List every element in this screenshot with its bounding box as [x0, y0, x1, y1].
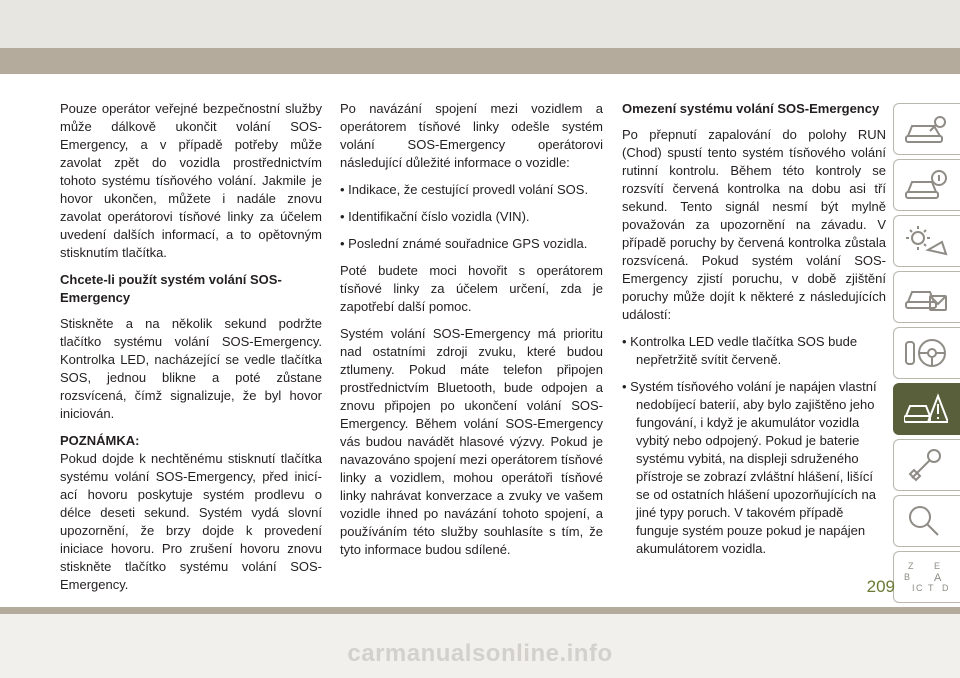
paragraph: Stiskněte a na několik sekund podržte tlačítko systému volání SOS-Emergency. Kontrolka LED, nacházející se vedle tlačítka SOS, jednou blikne a poté zůstane rozsvícená, čímž signalizuje, že byl hovor iniciován. [60, 316, 322, 421]
index-letter: I [912, 583, 915, 593]
top-band [0, 0, 960, 48]
column-right [622, 100, 886, 567]
car-key-icon [904, 112, 948, 146]
bullet-item: • Kontrolka LED vedle tlačítka SOS bude nepřetržitě svítit červeně. [622, 334, 858, 367]
note-title: POZNÁMKA: [60, 433, 140, 448]
index-letter: A [934, 572, 942, 584]
index-letter: B [904, 572, 911, 582]
tab-wrench[interactable] [893, 439, 960, 491]
note-text: Pokud dojde k nechtěnému stisknutí tlačítka systému volání SOS-Emergency, před inicíací hovoru poskytuje systém prodlevu o délce deseti sekund. Systém vydá slovní upozornění, že brzy dojde k provedení iniciace hovoru. Pro zrušení hovoru znovu stiskněte tlačítko systému volání SOS-Emergency. [60, 451, 322, 592]
bullet-item: • Indikace, že cestující provedl volání SOS. [340, 182, 589, 197]
tab-car-key[interactable] [893, 103, 960, 155]
car-info-icon [904, 168, 948, 202]
top-bar [0, 48, 960, 74]
index-letter: D [942, 583, 948, 593]
paragraph: Po navázání spojení mezi vozidlem a operátorem tísňové linky odešle systém volání SOS-Emergency operátorovi následující důležité informace o vozidle: [340, 101, 603, 170]
tab-car-info[interactable] [893, 159, 960, 211]
tab-index[interactable] [893, 551, 960, 603]
index-letter: T [928, 583, 934, 593]
watermark: carmanualsonline.info [347, 640, 613, 667]
car-service-icon [904, 280, 948, 314]
magnifier-icon [904, 504, 948, 538]
bullet-item: • Identifikační číslo vozidla (VIN). [340, 209, 530, 224]
section-heading: Omezení systému volání SOS-Emergency [622, 101, 880, 116]
tab-steering-wheel[interactable] [893, 327, 960, 379]
dashboard-lights-icon [904, 224, 948, 258]
tab-magnifier[interactable] [893, 495, 960, 547]
tab-dashboard-lights[interactable] [893, 215, 960, 267]
page-number: 209 [866, 577, 895, 596]
index-letter: Z [908, 561, 914, 571]
tab-car-emergency[interactable] [893, 383, 960, 435]
paragraph: Poté budete moci hovořit s operátorem tísňové linky za účelem určení, zda je zapotřebí další pomoc. [340, 263, 603, 314]
index-letters-icon [904, 560, 948, 594]
paragraph: Pouze operátor veřejné bezpečnostní služby může dálkově ukončit volání SOS-Emergency, a v případě potřeby může zavolat zpět do vozidla prostřednictvím tohoto systému tísňového volání. Jakmile je hovor ukončen, můžete i nadále znovu zavolat operátorovi tísňové linky za účelem uvedení dalších informací, a to opětovným stisknutím tlačítka. [60, 101, 322, 260]
bullet-item: • Systém tísňového volání je napájen vlastní nedobíjecí baterií, aby bylo zajištěno jeho fungování, i když je akumulátor vozidla vybitý nebo odpojený. Pokud je baterie systému vybitá, na displeji sdruženého přístroje se zobrazí zvláštní hlášení, lišící se od ostatních hlášení upozorňujících na jiné typy poruch. V takovém případě funguje systém pouze pokud je napájen akumulátorem vozidla. [622, 379, 877, 556]
bullet-item: • Poslední známé souřadnice GPS vozidla. [340, 236, 588, 251]
index-letter: E [934, 561, 941, 571]
steering-wheel-icon [904, 336, 948, 370]
index-letter: C [916, 583, 923, 593]
column-left [60, 100, 322, 603]
wrench-icon [904, 448, 948, 482]
column-middle [340, 100, 603, 568]
car-emergency-icon [904, 392, 948, 426]
paragraph: Po přepnutí zapalování do polohy RUN (Chod) spustí tento systém tísňového volání rutinní kontrolu. Během této kontroly se rozsvítí červená kontrolka na dobu asi tří sekund. Tento signál nesmí být mylně považován za upozornění na závadu. V případě poruchy by červená kontrolka zůstala rozsvícená. Pokud systém volání SOS-Emergency zjistí poruchu, v době zjištění poruchy může dojít k některé z následujících událostí: [622, 127, 886, 322]
paragraph: Systém volání SOS-Emergency má prioritu nad ostatními zdroji zvuku, které budou ztlumeny. Pokud máte telefon připojen prostřednictvím Bluetooth, bude odpojen a znovu připojen po ukončení volání SOS-Emergency. Během volání SOS-Emergency vás budou navádět hlasové výzvy. Pokud je navazováno spojení mezi operátorem tísňové linky a vozidlem, mohou operátoři tísňové linky nahrávat konverzace a zvuky ve vašem vozidle ihned po navázání tohoto spojení, a používáním této služby souhlasíte s tím, že tyto informace budou sdílené. [340, 326, 603, 557]
bottom-bar [0, 607, 960, 614]
chapter-tabs [893, 103, 960, 607]
section-heading: Chcete-li použít systém volání SOS-Emergency [60, 272, 282, 305]
tab-car-service[interactable] [893, 271, 960, 323]
